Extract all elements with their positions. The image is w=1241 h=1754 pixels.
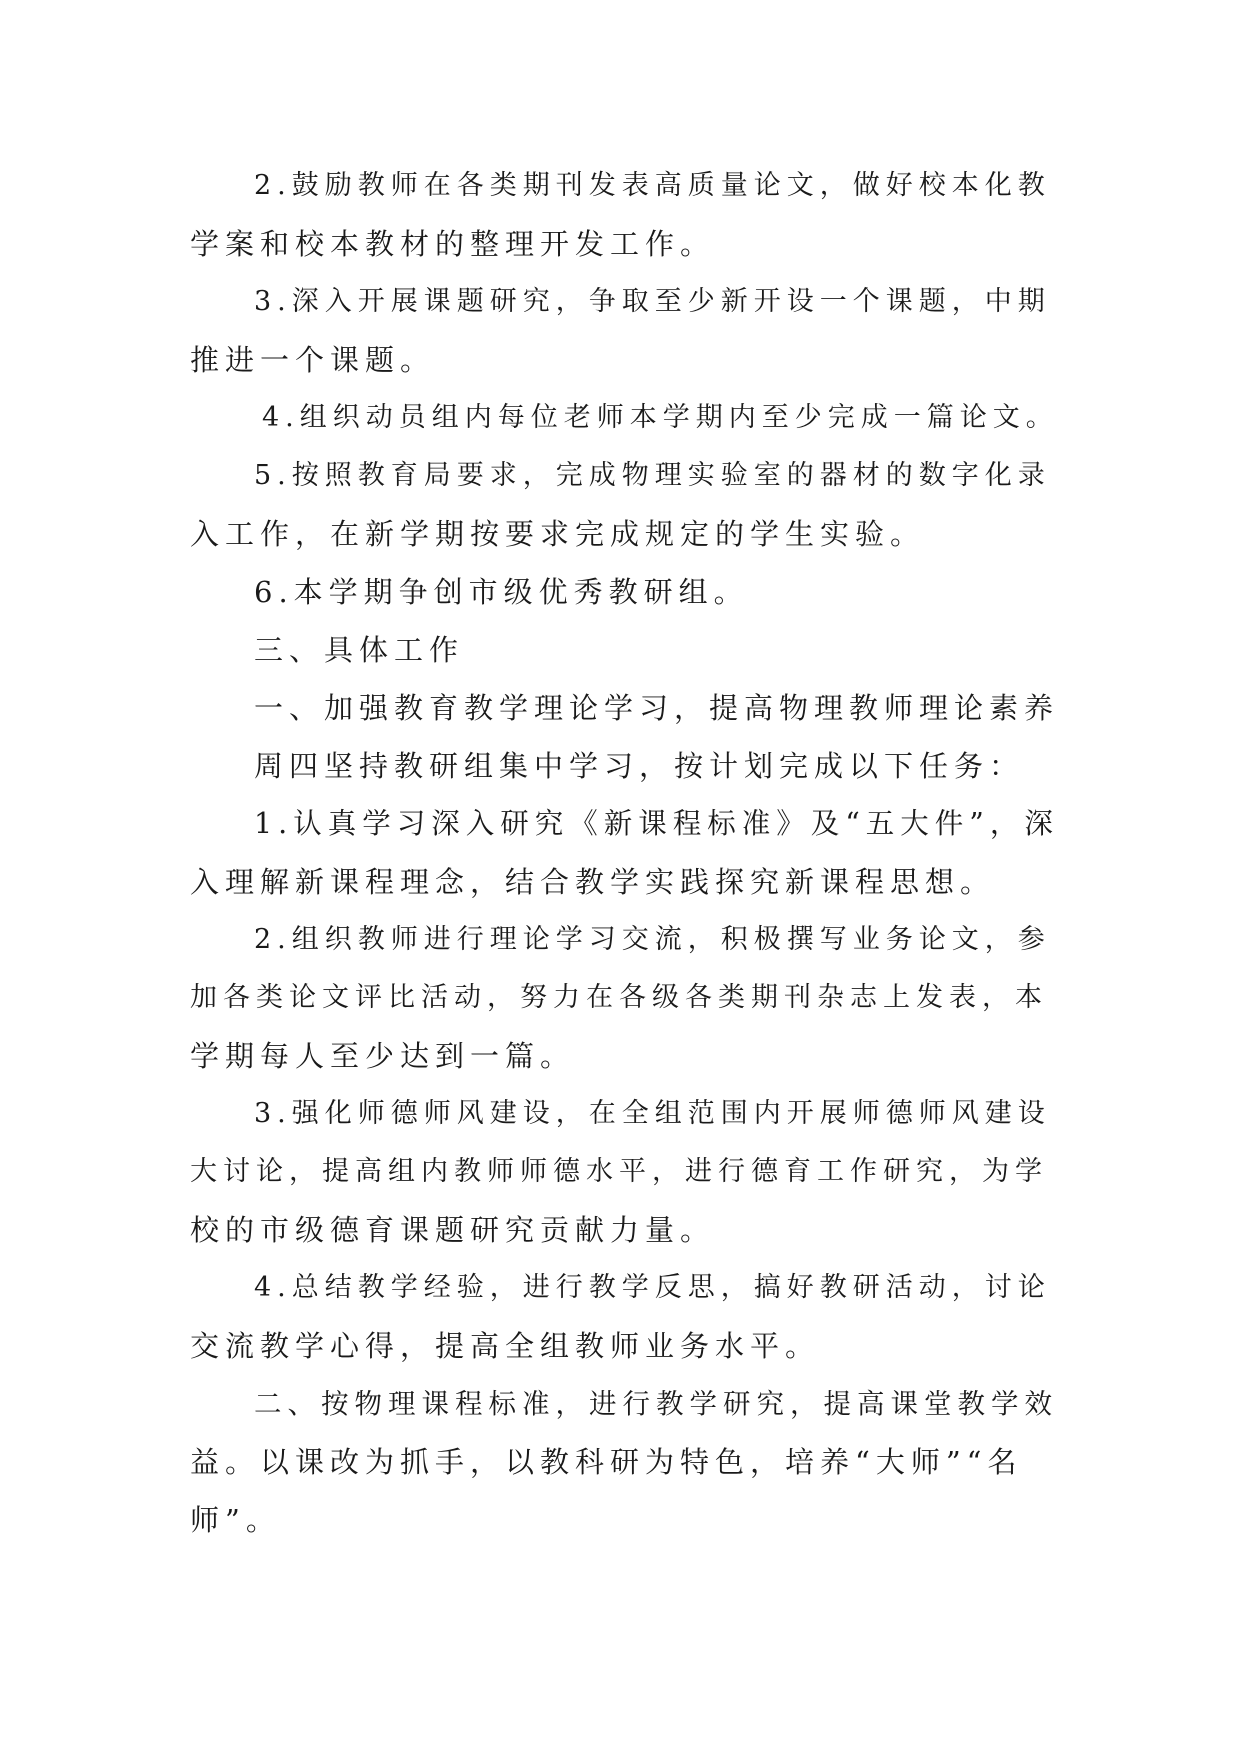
paragraph-line: 校的市级德育课题研究贡献力量。 <box>190 1213 716 1247</box>
section-heading: 三、具体工作 <box>254 633 465 667</box>
paragraph-line: 入理解新课程理念，结合教学实践探究新课程思想。 <box>190 865 996 899</box>
paragraph-line: 周四坚持教研组集中学习，按计划完成以下任务： <box>254 749 1025 783</box>
subsection-heading: 一、加强教育教学理论学习，提高物理教师理论素养 <box>254 691 1060 725</box>
paragraph-line: 1.认真学习深入研究《新课程标准》及“五大件”，深 <box>254 807 1059 840</box>
subsection-heading: 二、按物理课程标准，进行教学研究，提高课堂教学效 <box>254 1388 1058 1420</box>
paragraph-line: 学期每人至少达到一篇。 <box>190 1039 576 1073</box>
paragraph-line: 推进一个课题。 <box>190 343 436 377</box>
paragraph-line: 益。以课改为抓手，以教科研为特色，培养“大师”“名 <box>190 1445 1023 1479</box>
paragraph-line: 2.鼓励教师在各类期刊发表高质量论文，做好校本化教 <box>254 170 1051 201</box>
paragraph-line: 2.组织教师进行理论学习交流，积极撰写业务论文，参 <box>254 924 1051 955</box>
paragraph-line: 4.组织动员组内每位老师本学期内至少完成一篇论文。 <box>262 402 1059 433</box>
paragraph-line: 3.深入开展课题研究，争取至少新开设一个课题，中期 <box>254 286 1051 317</box>
paragraph-line: 师”。 <box>190 1503 281 1537</box>
paragraph-line: 加各类论文评比活动，努力在各级各类期刊杂志上发表，本 <box>190 982 1048 1013</box>
paragraph-line: 交流教学心得，提高全组教师业务水平。 <box>190 1329 821 1363</box>
paragraph-line: 入工作，在新学期按要求完成规定的学生实验。 <box>190 517 926 551</box>
paragraph-line: 5.按照教育局要求，完成物理实验室的器材的数字化录 <box>254 460 1051 491</box>
paragraph-line: 大讨论，提高组内教师师德水平，进行德育工作研究，为学 <box>190 1156 1048 1187</box>
paragraph-line: 4.总结教学经验，进行教学反思，搞好教研活动，讨论 <box>254 1272 1051 1303</box>
paragraph-line: 学案和校本教材的整理开发工作。 <box>190 227 716 261</box>
paragraph-line: 6.本学期争创市级优秀教研组。 <box>254 575 749 609</box>
paragraph-line: 3.强化师德师风建设，在全组范围内开展师德师风建设 <box>254 1098 1051 1129</box>
